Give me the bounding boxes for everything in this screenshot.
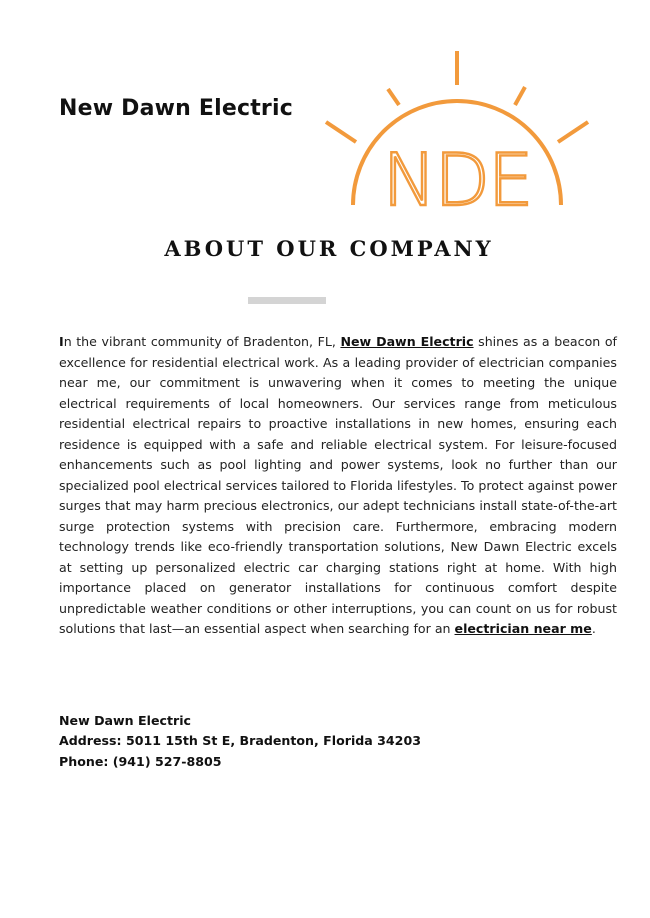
body-text-2: shines as a beacon of excellence for residential electrical work. As a leading provider of electrician companies near me, our commitment is unwavering when it comes to meeting the unique electrical requirements of local homeowners. Our services range from meticulous residential electrical repairs to proactive installations in new homes, ensuring each residence is equipped with a safe and reliable electrical system. For leisure-focused enhancements such as pool lighting and power systems, look no further than our specialized pool electrical services tailored to Florida lifestyles. To protect against power surges that may harm precious electronics, our adept technicians install state-of-the-art surge protection systems with precision care. Furthermore, embracing modern technology trends like eco-friendly transportation solutions, New Dawn Electric excels at setting up personalized electric car charging stations right at home. With high importance placed on generator installations for continuous comfort despite unpredictable weather conditions or other interruptions, you can count on us for robust solutions that last—an essential aspect when searching for an [59,334,617,636]
contact-address: Address: 5011 15th St E, Bradenton, Florida 34203 [59,733,421,749]
heading-divider [248,297,326,304]
sun-ray-right-upper [515,87,525,105]
electrician-near-me-link[interactable]: electrician near me [454,621,592,636]
company-title: New Dawn Electric [59,96,293,121]
contact-phone: Phone: (941) 527-8805 [59,753,222,769]
contact-block [59,711,421,772]
about-paragraph [59,332,617,640]
sun-ray-left-lower [326,122,356,142]
body-text-1: n the vibrant community of Bradenton, FL, [63,334,341,349]
nde-sunrise-logo [318,44,594,212]
logo-lettering: NDE [382,138,532,212]
sun-ray-left-upper [388,89,399,105]
body-text-3: . [591,621,596,636]
section-heading: ABOUT OUR COMPANY [164,236,494,261]
drop-cap: I [59,334,64,349]
company-link[interactable]: New Dawn Electric [340,334,474,349]
contact-name: New Dawn Electric [59,713,191,728]
sun-ray-right-lower [558,122,588,142]
